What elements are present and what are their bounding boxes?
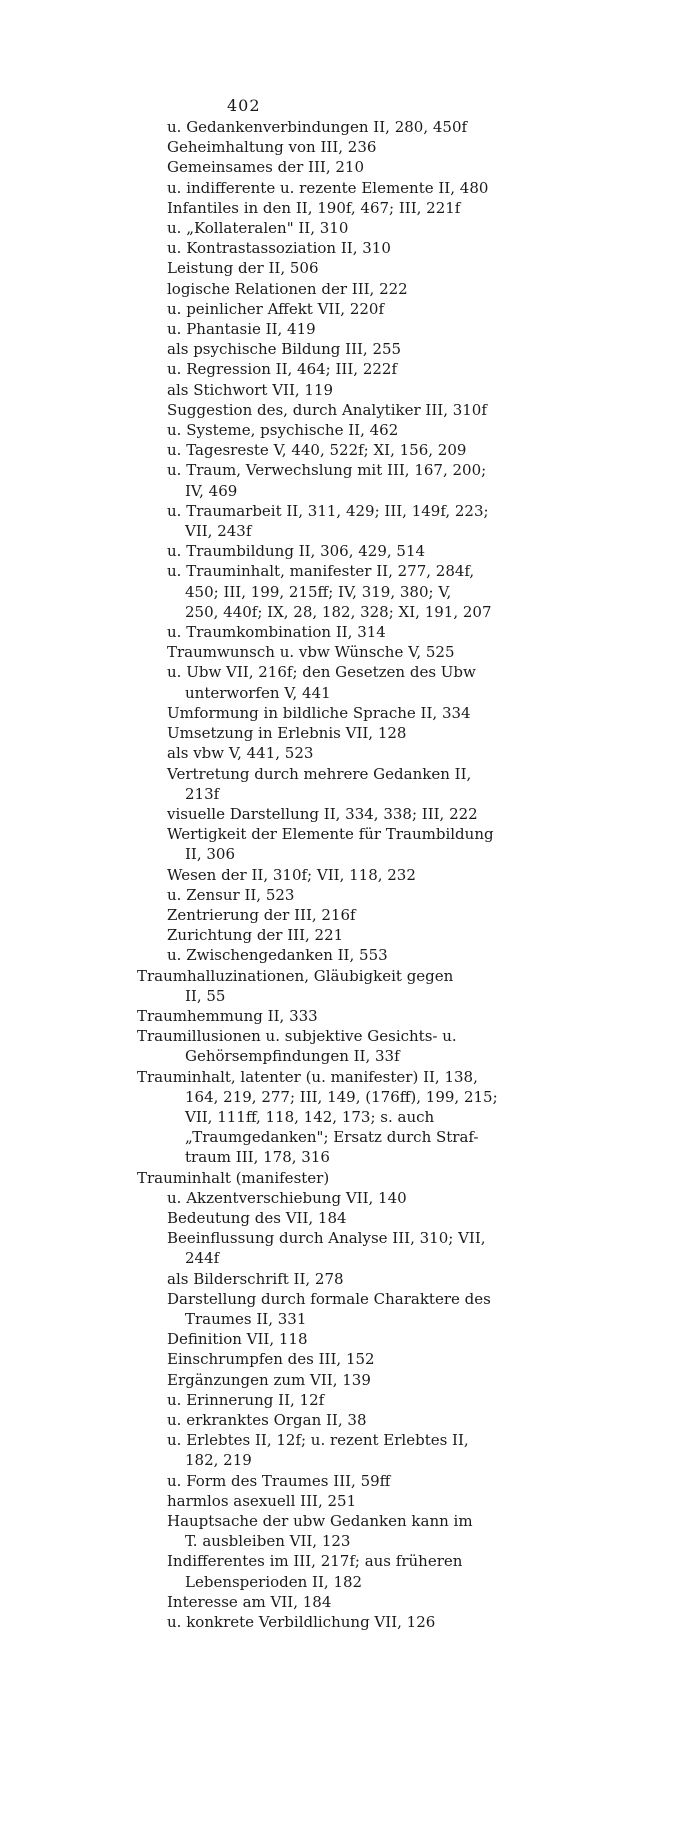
index-entry: Wesen der II, 310f; VII, 118, 232: [167, 865, 416, 884]
index-entry-continuation: II, 306: [185, 845, 236, 864]
index-entry: Zurichtung der III, 221: [167, 926, 344, 945]
index-entry-continuation: Traumes II, 331: [185, 1309, 307, 1328]
index-entry: Trauminhalt (manifester): [137, 1168, 330, 1187]
index-entry: visuelle Darstellung II, 334, 338; III, 222: [167, 804, 478, 823]
index-entry: u. Ubw VII, 216f; den Gesetzen des Ubw: [167, 663, 476, 682]
index-entry-continuation: VII, 111ff, 118, 142, 173; s. auch: [185, 1107, 435, 1126]
index-entry-continuation: T. ausbleiben VII, 123: [185, 1532, 351, 1551]
index-entry: u. Traumkombination II, 314: [167, 623, 386, 642]
index-entry: Definition VII, 118: [167, 1330, 308, 1349]
index-entry: u. Zensur II, 523: [167, 885, 295, 904]
index-entry-continuation: „Traumgedanken"; Ersatz durch Straf-: [185, 1128, 479, 1147]
index-entry: Wertigkeit der Elemente für Traumbildung: [167, 825, 494, 844]
index-entry: logische Relationen der III, 222: [167, 279, 408, 298]
index-entry: Bedeutung des VII, 184: [167, 1208, 347, 1227]
index-entry: Einschrumpfen des III, 152: [167, 1350, 375, 1369]
index-entry: Indifferentes im III, 217f; aus früheren: [167, 1552, 463, 1571]
index-entry: Beeinflussung durch Analyse III, 310; VII,: [167, 1229, 486, 1248]
index-entry: u. Phantasie II, 419: [167, 320, 316, 339]
index-entry-continuation: 450; III, 199, 215ff; IV, 319, 380; V,: [185, 582, 452, 601]
index-entry-continuation: 164, 219, 277; III, 149, (176ff), 199, 215;: [185, 1087, 498, 1106]
index-entries: [0, 117, 697, 1632]
index-entry: harmlos asexuell III, 251: [167, 1491, 357, 1510]
index-entry: als Bilderschrift II, 278: [167, 1269, 344, 1288]
index-entry: Suggestion des, durch Analytiker III, 310f: [167, 400, 487, 419]
index-entry: Vertretung durch mehrere Gedanken II,: [167, 764, 472, 783]
index-entry: als psychische Bildung III, 255: [167, 340, 402, 359]
index-entry: u. Erinnerung II, 12f: [167, 1390, 325, 1409]
index-entry: u. „Kollateralen" II, 310: [167, 219, 349, 238]
index-entry: u. Tagesreste V, 440, 522f; XI, 156, 209: [167, 441, 467, 460]
page-number: 402: [227, 96, 261, 115]
index-entry: u. erkranktes Organ II, 38: [167, 1411, 367, 1429]
index-entry-continuation: IV, 469: [185, 481, 238, 500]
index-entry: Traumhemmung II, 333: [137, 1006, 318, 1025]
index-entry: Leistung der II, 506: [167, 259, 319, 278]
index-entry: Ergänzungen zum VII, 139: [167, 1370, 371, 1389]
index-entry-continuation: 182, 219: [185, 1451, 252, 1470]
index-entry: Umformung in bildliche Sprache II, 334: [167, 703, 471, 722]
index-entry-continuation: VII, 243f: [185, 522, 252, 541]
index-entry: Traumillusionen u. subjektive Gesichts- u.: [137, 1027, 457, 1046]
index-entry: u. Regression II, 464; III, 222f: [167, 360, 398, 379]
index-entry: Geheimhaltung von III, 236: [167, 138, 377, 157]
index-entry: als vbw V, 441, 523: [167, 744, 314, 763]
index-entry: u. indifferente u. rezente Elemente II, 480: [167, 178, 489, 197]
index-entry: Traumwunsch u. vbw Wünsche V, 525: [167, 643, 455, 662]
index-entry: u. Zwischengedanken II, 553: [167, 946, 388, 965]
index-entry-continuation: 244f: [185, 1249, 220, 1268]
index-entry: u. Traum, Verwechslung mit III, 167, 200;: [167, 461, 487, 480]
index-entry: u. Gedankenverbindungen II, 280, 450f: [167, 118, 468, 136]
index-entry-continuation: II, 55: [185, 986, 226, 1005]
index-entry: u. Erlebtes II, 12f; u. rezent Erlebtes II,: [167, 1431, 469, 1450]
index-entry: Infantiles in den II, 190f, 467; III, 221f: [167, 198, 461, 217]
index-entry: u. Form des Traumes III, 59ff: [167, 1471, 391, 1490]
index-entry-continuation: Gehörsempfindungen II, 33f: [185, 1047, 400, 1066]
index-entry: Gemeinsames der III, 210: [167, 158, 364, 177]
index-entry-continuation: 250, 440f; IX, 28, 182, 328; XI, 191, 207: [185, 602, 492, 621]
index-entry: Hauptsache der ubw Gedanken kann im: [167, 1512, 473, 1531]
index-entry-continuation: 213f: [185, 784, 220, 803]
index-entry-continuation: Lebensperioden II, 182: [185, 1572, 363, 1591]
index-entry: Umsetzung in Erlebnis VII, 128: [167, 724, 407, 743]
index-entry: u. Trauminhalt, manifester II, 277, 284f,: [167, 562, 475, 581]
index-entry: Trauminhalt, latenter (u. manifester) II, 138,: [137, 1067, 478, 1086]
index-entry: u. Systeme, psychische II, 462: [167, 421, 399, 440]
index-entry: als Stichwort VII, 119: [167, 380, 334, 399]
index-entry-continuation: traum III, 178, 316: [185, 1148, 330, 1167]
index-entry-continuation: unterworfen V, 441: [185, 683, 331, 702]
index-entry: u. Traumarbeit II, 311, 429; III, 149f, 223;: [167, 501, 489, 520]
index-entry: Interesse am VII, 184: [167, 1592, 332, 1611]
index-entry: u. Akzentverschiebung VII, 140: [167, 1188, 407, 1207]
index-entry: Zentrierung der III, 216f: [167, 905, 356, 924]
index-entry: Darstellung durch formale Charaktere des: [167, 1289, 491, 1308]
index-entry: u. Kontrastassoziation II, 310: [167, 239, 391, 258]
index-entry: u. peinlicher Affekt VII, 220f: [167, 299, 384, 318]
index-entry: u. Traumbildung II, 306, 429, 514: [167, 542, 426, 561]
index-entry: Traumhalluzinationen, Gläubigkeit gegen: [137, 966, 454, 985]
index-entry: u. konkrete Verbildlichung VII, 126: [167, 1613, 436, 1632]
